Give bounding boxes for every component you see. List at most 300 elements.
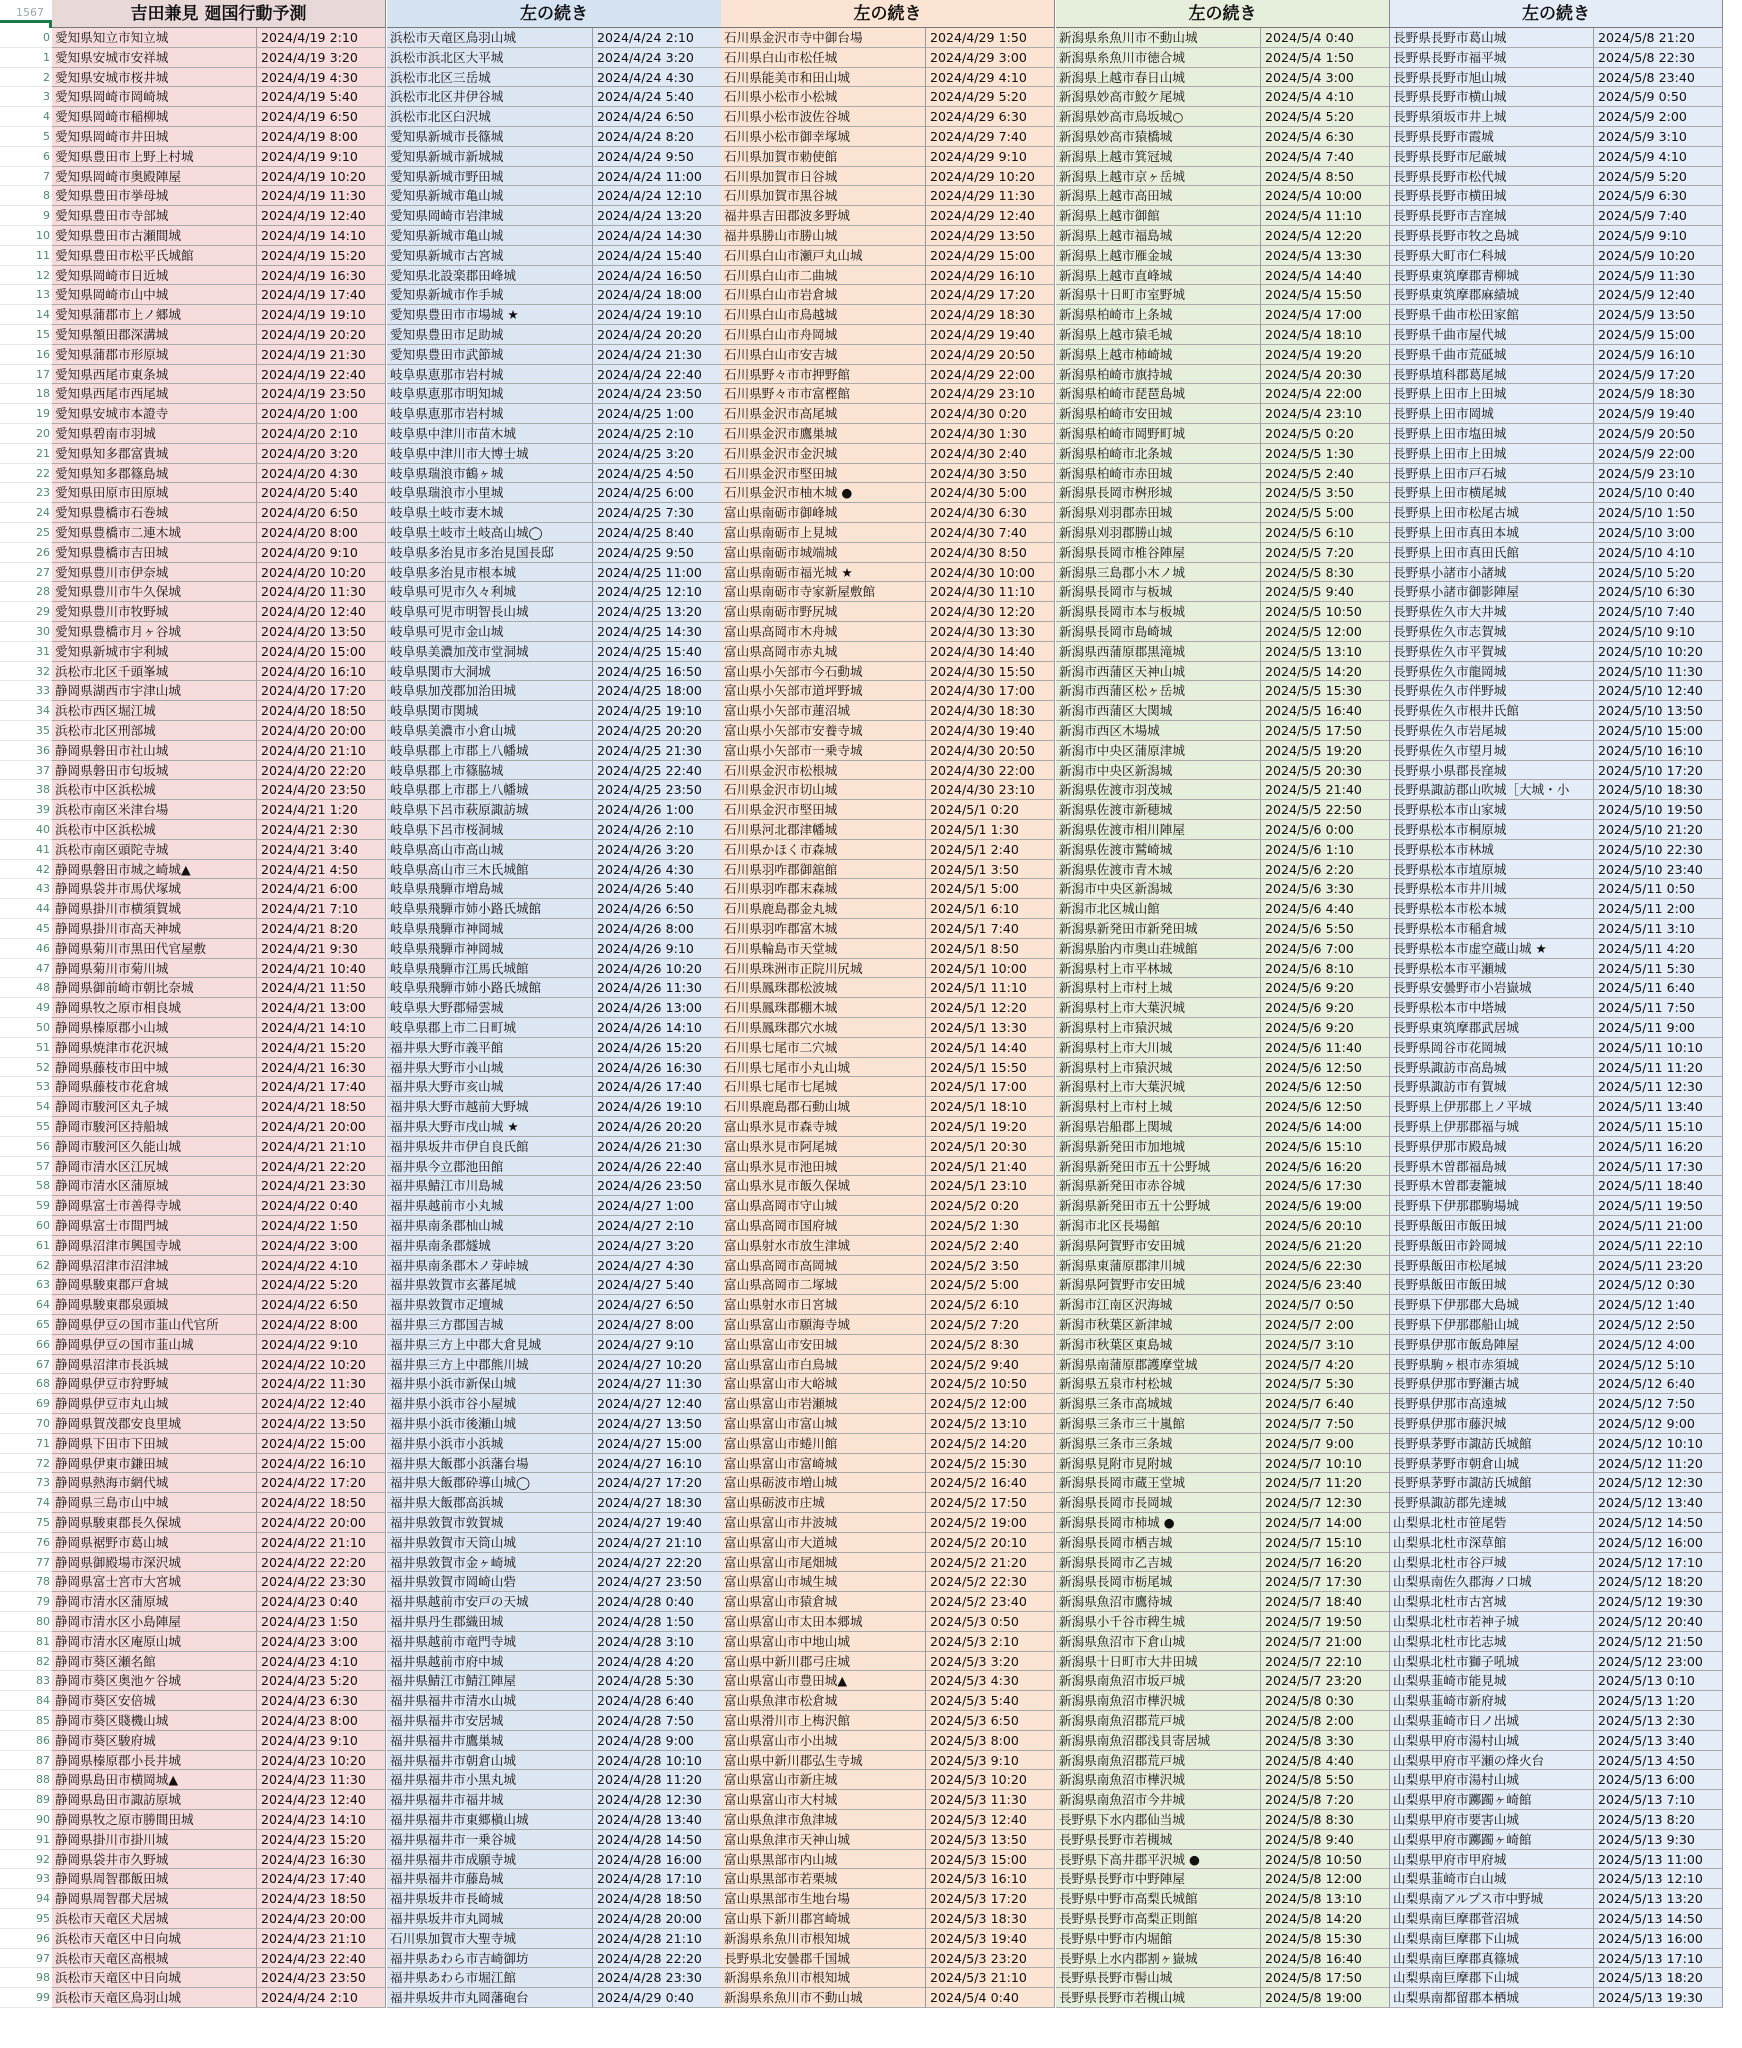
datetime-cell[interactable]: 2024/4/29 12:40	[926, 206, 1055, 226]
datetime-cell[interactable]: 2024/5/2 21:20	[926, 1553, 1055, 1573]
castle-name-cell[interactable]: 石川県金沢市金沢城	[721, 444, 926, 464]
datetime-cell[interactable]: 2024/4/30 18:30	[926, 701, 1055, 721]
castle-name-cell[interactable]: 山梨県韮崎市日ノ出城	[1390, 1711, 1594, 1731]
castle-name-cell[interactable]: 静岡県駿東郡長久保城	[52, 1513, 257, 1533]
datetime-cell[interactable]: 2024/4/20 20:00	[257, 721, 386, 741]
datetime-cell[interactable]: 2024/4/25 3:20	[593, 444, 722, 464]
castle-name-cell[interactable]: 新潟県糸魚川市徳合城	[1056, 48, 1261, 68]
datetime-cell[interactable]: 2024/4/28 20:00	[593, 1909, 722, 1929]
castle-name-cell[interactable]: 福井県大飯郡小浜藩台場	[387, 1454, 593, 1474]
castle-name-cell[interactable]: 愛知県額田郡深溝城	[52, 325, 257, 345]
castle-name-cell[interactable]: 新潟県村上市大川城	[1056, 1038, 1261, 1058]
datetime-cell[interactable]: 2024/5/2 5:00	[926, 1275, 1055, 1295]
castle-name-cell[interactable]: 静岡県沼津市興国寺城	[52, 1236, 257, 1256]
castle-name-cell[interactable]: 福井県小浜市後瀬山城	[387, 1414, 593, 1434]
castle-name-cell[interactable]: 長野県長野市高梨正則館	[1056, 1909, 1261, 1929]
castle-name-cell[interactable]: 岐阜県美濃加茂市堂洞城	[387, 642, 593, 662]
datetime-cell[interactable]: 2024/5/6 15:10	[1261, 1137, 1390, 1157]
datetime-cell[interactable]: 2024/4/27 17:20	[593, 1473, 722, 1493]
castle-name-cell[interactable]: 新潟県長岡市柿城 ●	[1056, 1513, 1261, 1533]
castle-name-cell[interactable]: 新潟県糸魚川市不動山城	[1056, 28, 1261, 48]
datetime-cell[interactable]: 2024/5/11 13:40	[1594, 1097, 1723, 1117]
datetime-cell[interactable]: 2024/4/30 17:00	[926, 681, 1055, 701]
datetime-cell[interactable]: 2024/5/10 13:50	[1594, 701, 1723, 721]
castle-name-cell[interactable]: 新潟県柏崎市北条城	[1056, 444, 1261, 464]
datetime-cell[interactable]: 2024/4/19 2:10	[257, 28, 386, 48]
datetime-cell[interactable]: 2024/4/20 18:50	[257, 701, 386, 721]
castle-name-cell[interactable]: 愛知県豊川市牧野城	[52, 602, 257, 622]
datetime-cell[interactable]: 2024/4/28 10:10	[593, 1751, 722, 1771]
castle-name-cell[interactable]: 福井県福井市小黒丸城	[387, 1770, 593, 1790]
castle-name-cell[interactable]: 山梨県韮崎市新府城	[1390, 1691, 1594, 1711]
datetime-cell[interactable]: 2024/5/11 9:00	[1594, 1018, 1723, 1038]
datetime-cell[interactable]: 2024/5/8 12:00	[1261, 1869, 1390, 1889]
datetime-cell[interactable]: 2024/5/6 16:20	[1261, 1157, 1390, 1177]
datetime-cell[interactable]: 2024/4/29 3:00	[926, 48, 1055, 68]
datetime-cell[interactable]: 2024/5/11 6:40	[1594, 978, 1723, 998]
castle-name-cell[interactable]: 浜松市天竜区中日向城	[52, 1929, 257, 1949]
castle-name-cell[interactable]: 福井県大野市小山城	[387, 1058, 593, 1078]
castle-name-cell[interactable]: 福井県越前市小丸城	[387, 1196, 593, 1216]
castle-name-cell[interactable]: 新潟県柏崎市上条城	[1056, 305, 1261, 325]
castle-name-cell[interactable]: 浜松市北区臼沢城	[387, 107, 593, 127]
castle-name-cell[interactable]: 長野県上水内郡割ヶ嶽城	[1056, 1949, 1261, 1969]
datetime-cell[interactable]: 2024/4/26 15:20	[593, 1038, 722, 1058]
datetime-cell[interactable]: 2024/5/4 0:40	[926, 1988, 1055, 2008]
castle-name-cell[interactable]: 石川県野々市市押野館	[721, 365, 926, 385]
castle-name-cell[interactable]: 富山県富山市富崎城	[721, 1454, 926, 1474]
datetime-cell[interactable]: 2024/5/3 19:40	[926, 1929, 1055, 1949]
datetime-cell[interactable]: 2024/5/1 6:10	[926, 899, 1055, 919]
castle-name-cell[interactable]: 富山県富山市太田本郷城	[721, 1612, 926, 1632]
castle-name-cell[interactable]: 浜松市天竜区中日向城	[52, 1968, 257, 1988]
datetime-cell[interactable]: 2024/5/2 15:30	[926, 1454, 1055, 1474]
datetime-cell[interactable]: 2024/5/12 23:00	[1594, 1652, 1723, 1672]
castle-name-cell[interactable]: 福井県坂井市丸岡藩砲台	[387, 1988, 593, 2008]
castle-name-cell[interactable]: 愛知県新城市亀山城	[387, 186, 593, 206]
datetime-cell[interactable]: 2024/4/23 21:10	[257, 1929, 386, 1949]
datetime-cell[interactable]: 2024/4/29 13:50	[926, 226, 1055, 246]
datetime-cell[interactable]: 2024/4/24 5:40	[593, 87, 722, 107]
castle-name-cell[interactable]: 石川県金沢市堅田城	[721, 464, 926, 484]
datetime-cell[interactable]: 2024/4/29 1:50	[926, 28, 1055, 48]
castle-name-cell[interactable]: 静岡県袋井市馬伏塚城	[52, 879, 257, 899]
datetime-cell[interactable]: 2024/4/21 13:00	[257, 998, 386, 1018]
castle-name-cell[interactable]: 浜松市北区井伊谷城	[387, 87, 593, 107]
castle-name-cell[interactable]: 岐阜県飛騨市姉小路氏城館	[387, 899, 593, 919]
datetime-cell[interactable]: 2024/4/27 18:30	[593, 1493, 722, 1513]
castle-name-cell[interactable]: 福井県小浜市小浜城	[387, 1434, 593, 1454]
datetime-cell[interactable]: 2024/5/2 23:40	[926, 1592, 1055, 1612]
datetime-cell[interactable]: 2024/5/12 13:40	[1594, 1493, 1723, 1513]
datetime-cell[interactable]: 2024/5/7 2:00	[1261, 1315, 1390, 1335]
datetime-cell[interactable]: 2024/5/4 6:30	[1261, 127, 1390, 147]
datetime-cell[interactable]: 2024/5/6 12:50	[1261, 1077, 1390, 1097]
castle-name-cell[interactable]: 福井県あわら市堀江館	[387, 1968, 593, 1988]
datetime-cell[interactable]: 2024/4/27 22:20	[593, 1553, 722, 1573]
datetime-cell[interactable]: 2024/4/23 9:10	[257, 1731, 386, 1751]
castle-name-cell[interactable]: 新潟県阿賀野市安田城	[1056, 1275, 1261, 1295]
castle-name-cell[interactable]: 静岡市葵区安倍城	[52, 1691, 257, 1711]
datetime-cell[interactable]: 2024/4/23 18:50	[257, 1889, 386, 1909]
castle-name-cell[interactable]: 長野県飯田市松尾城	[1390, 1256, 1594, 1276]
castle-name-cell[interactable]: 富山県魚津市松倉城	[721, 1691, 926, 1711]
datetime-cell[interactable]: 2024/4/30 19:40	[926, 721, 1055, 741]
datetime-cell[interactable]: 2024/5/10 21:20	[1594, 820, 1723, 840]
castle-name-cell[interactable]: 愛知県豊田市上野上村城	[52, 147, 257, 167]
castle-name-cell[interactable]: 静岡県掛川市高天神城	[52, 919, 257, 939]
castle-name-cell[interactable]: 福井県三方郡国吉城	[387, 1315, 593, 1335]
datetime-cell[interactable]: 2024/5/5 16:40	[1261, 701, 1390, 721]
datetime-cell[interactable]: 2024/5/6 9:20	[1261, 978, 1390, 998]
castle-name-cell[interactable]: 新潟県上越市京ヶ岳城	[1056, 167, 1261, 187]
datetime-cell[interactable]: 2024/4/30 22:00	[926, 761, 1055, 781]
castle-name-cell[interactable]: 長野県長野市若槻山城	[1056, 1988, 1261, 2008]
datetime-cell[interactable]: 2024/5/5 7:20	[1261, 543, 1390, 563]
datetime-cell[interactable]: 2024/4/25 12:10	[593, 582, 722, 602]
castle-name-cell[interactable]: 富山県南砺市上見城	[721, 523, 926, 543]
datetime-cell[interactable]: 2024/4/24 22:40	[593, 365, 722, 385]
datetime-cell[interactable]: 2024/5/10 7:40	[1594, 602, 1723, 622]
castle-name-cell[interactable]: 静岡市清水区庵原山城	[52, 1632, 257, 1652]
castle-name-cell[interactable]: 愛知県豊田市古瀬間城	[52, 226, 257, 246]
datetime-cell[interactable]: 2024/5/2 13:10	[926, 1414, 1055, 1434]
castle-name-cell[interactable]: 福井県小浜市谷小屋城	[387, 1394, 593, 1414]
datetime-cell[interactable]: 2024/4/19 4:30	[257, 68, 386, 88]
castle-name-cell[interactable]: 愛知県岡崎市山中城	[52, 285, 257, 305]
datetime-cell[interactable]: 2024/5/5 22:50	[1261, 800, 1390, 820]
castle-name-cell[interactable]: 石川県七尾市小丸山城	[721, 1058, 926, 1078]
datetime-cell[interactable]: 2024/4/25 8:40	[593, 523, 722, 543]
datetime-cell[interactable]: 2024/5/5 9:40	[1261, 582, 1390, 602]
datetime-cell[interactable]: 2024/5/13 12:10	[1594, 1869, 1723, 1889]
castle-name-cell[interactable]: 長野県下水内郡仙当城	[1056, 1810, 1261, 1830]
castle-name-cell[interactable]: 福井県今立郡池田館	[387, 1157, 593, 1177]
datetime-cell[interactable]: 2024/5/5 12:00	[1261, 622, 1390, 642]
castle-name-cell[interactable]: 福井県坂井市丸岡城	[387, 1909, 593, 1929]
datetime-cell[interactable]: 2024/4/29 23:10	[926, 384, 1055, 404]
datetime-cell[interactable]: 2024/4/19 19:10	[257, 305, 386, 325]
castle-name-cell[interactable]: 愛知県新城市野田城	[387, 167, 593, 187]
castle-name-cell[interactable]: 石川県河北郡津幡城	[721, 820, 926, 840]
castle-name-cell[interactable]: 富山県富山市願海寺城	[721, 1315, 926, 1335]
datetime-cell[interactable]: 2024/5/13 9:30	[1594, 1830, 1723, 1850]
castle-name-cell[interactable]: 石川県白山市二曲城	[721, 266, 926, 286]
datetime-cell[interactable]: 2024/4/29 7:40	[926, 127, 1055, 147]
datetime-cell[interactable]: 2024/5/4 8:50	[1261, 167, 1390, 187]
castle-name-cell[interactable]: 富山県富山市安田城	[721, 1335, 926, 1355]
datetime-cell[interactable]: 2024/5/7 16:20	[1261, 1553, 1390, 1573]
datetime-cell[interactable]: 2024/5/8 15:30	[1261, 1929, 1390, 1949]
castle-name-cell[interactable]: 長野県上田市岡城	[1390, 404, 1594, 424]
datetime-cell[interactable]: 2024/5/12 16:00	[1594, 1533, 1723, 1553]
castle-name-cell[interactable]: 山梨県韮崎市白山城	[1390, 1869, 1594, 1889]
castle-name-cell[interactable]: 静岡県袋井市久野城	[52, 1850, 257, 1870]
datetime-cell[interactable]: 2024/4/20 4:30	[257, 464, 386, 484]
datetime-cell[interactable]: 2024/4/21 11:50	[257, 978, 386, 998]
castle-name-cell[interactable]: 富山県黒部市生地台場	[721, 1889, 926, 1909]
datetime-cell[interactable]: 2024/4/26 9:10	[593, 939, 722, 959]
datetime-cell[interactable]: 2024/5/13 8:20	[1594, 1810, 1723, 1830]
datetime-cell[interactable]: 2024/5/1 14:40	[926, 1038, 1055, 1058]
datetime-cell[interactable]: 2024/4/26 8:00	[593, 919, 722, 939]
castle-name-cell[interactable]: 浜松市天竜区犬居城	[52, 1909, 257, 1929]
datetime-cell[interactable]: 2024/5/4 5:20	[1261, 107, 1390, 127]
castle-name-cell[interactable]: 長野県飯田市飯田城	[1390, 1216, 1594, 1236]
datetime-cell[interactable]: 2024/5/6 9:20	[1261, 998, 1390, 1018]
datetime-cell[interactable]: 2024/5/6 20:10	[1261, 1216, 1390, 1236]
datetime-cell[interactable]: 2024/4/23 1:50	[257, 1612, 386, 1632]
castle-name-cell[interactable]: 長野県松本市林城	[1390, 840, 1594, 860]
datetime-cell[interactable]: 2024/4/21 16:30	[257, 1058, 386, 1078]
datetime-cell[interactable]: 2024/4/30 20:50	[926, 741, 1055, 761]
castle-name-cell[interactable]: 静岡県駿東郡泉頭城	[52, 1295, 257, 1315]
castle-name-cell[interactable]: 岐阜県多治見市根本城	[387, 563, 593, 583]
castle-name-cell[interactable]: 愛知県豊橋市吉田城	[52, 543, 257, 563]
datetime-cell[interactable]: 2024/5/8 7:20	[1261, 1790, 1390, 1810]
castle-name-cell[interactable]: 富山県高岡市守山城	[721, 1196, 926, 1216]
datetime-cell[interactable]: 2024/5/12 6:40	[1594, 1374, 1723, 1394]
castle-name-cell[interactable]: 新潟県柏崎市岡野町城	[1056, 424, 1261, 444]
datetime-cell[interactable]: 2024/4/24 23:50	[593, 384, 722, 404]
castle-name-cell[interactable]: 富山県富山市城生城	[721, 1572, 926, 1592]
datetime-cell[interactable]: 2024/5/13 11:00	[1594, 1850, 1723, 1870]
castle-name-cell[interactable]: 愛知県新城市亀山城	[387, 226, 593, 246]
castle-name-cell[interactable]: 静岡市葵区瀬名館	[52, 1652, 257, 1672]
castle-name-cell[interactable]: 長野県佐久市大井城	[1390, 602, 1594, 622]
castle-name-cell[interactable]: 福井県福井市成願寺城	[387, 1850, 593, 1870]
castle-name-cell[interactable]: 石川県羽咋郡御舘館	[721, 860, 926, 880]
datetime-cell[interactable]: 2024/4/25 20:20	[593, 721, 722, 741]
castle-name-cell[interactable]: 山梨県北杜市比志城	[1390, 1632, 1594, 1652]
datetime-cell[interactable]: 2024/5/12 21:50	[1594, 1632, 1723, 1652]
datetime-cell[interactable]: 2024/4/21 20:00	[257, 1117, 386, 1137]
datetime-cell[interactable]: 2024/4/28 13:40	[593, 1810, 722, 1830]
castle-name-cell[interactable]: 富山県南砺市福光城 ★	[721, 563, 926, 583]
castle-name-cell[interactable]: 石川県金沢市松根城	[721, 761, 926, 781]
castle-name-cell[interactable]: 新潟県柏崎市琵琶島城	[1056, 384, 1261, 404]
datetime-cell[interactable]: 2024/5/1 23:10	[926, 1176, 1055, 1196]
castle-name-cell[interactable]: 静岡市駿河区久能山城	[52, 1137, 257, 1157]
datetime-cell[interactable]: 2024/5/7 19:50	[1261, 1612, 1390, 1632]
datetime-cell[interactable]: 2024/5/1 17:00	[926, 1077, 1055, 1097]
castle-name-cell[interactable]: 長野県東筑摩郡青柳城	[1390, 266, 1594, 286]
datetime-cell[interactable]: 2024/5/9 11:30	[1594, 266, 1723, 286]
castle-name-cell[interactable]: 静岡県榛原郡小山城	[52, 1018, 257, 1038]
datetime-cell[interactable]: 2024/5/4 0:40	[1261, 28, 1390, 48]
castle-name-cell[interactable]: 新潟県刈羽郡勝山城	[1056, 523, 1261, 543]
castle-name-cell[interactable]: 静岡県榛原郡小長井城	[52, 1751, 257, 1771]
datetime-cell[interactable]: 2024/4/28 6:40	[593, 1691, 722, 1711]
datetime-cell[interactable]: 2024/5/6 5:50	[1261, 919, 1390, 939]
castle-name-cell[interactable]: 長野県松本市虚空蔵山城 ★	[1390, 939, 1594, 959]
castle-name-cell[interactable]: 長野県千曲市屋代城	[1390, 325, 1594, 345]
datetime-cell[interactable]: 2024/5/9 4:10	[1594, 147, 1723, 167]
castle-name-cell[interactable]: 新潟県長岡市与板城	[1056, 582, 1261, 602]
datetime-cell[interactable]: 2024/5/9 12:40	[1594, 285, 1723, 305]
castle-name-cell[interactable]: 富山県砺波市庄城	[721, 1493, 926, 1513]
datetime-cell[interactable]: 2024/5/13 6:00	[1594, 1770, 1723, 1790]
castle-name-cell[interactable]: 岐阜県可児市明智長山城	[387, 602, 593, 622]
datetime-cell[interactable]: 2024/4/27 3:20	[593, 1236, 722, 1256]
castle-name-cell[interactable]: 石川県小松市波佐谷城	[721, 107, 926, 127]
datetime-cell[interactable]: 2024/5/13 14:50	[1594, 1909, 1723, 1929]
datetime-cell[interactable]: 2024/5/2 0:20	[926, 1196, 1055, 1216]
datetime-cell[interactable]: 2024/5/12 2:50	[1594, 1315, 1723, 1335]
datetime-cell[interactable]: 2024/5/5 14:20	[1261, 662, 1390, 682]
datetime-cell[interactable]: 2024/5/9 6:30	[1594, 186, 1723, 206]
castle-name-cell[interactable]: 岐阜県関市関城	[387, 701, 593, 721]
datetime-cell[interactable]: 2024/5/13 4:50	[1594, 1751, 1723, 1771]
castle-name-cell[interactable]: 浜松市天竜区鳥羽山城	[387, 28, 593, 48]
datetime-cell[interactable]: 2024/5/11 16:20	[1594, 1137, 1723, 1157]
castle-name-cell[interactable]: 山梨県北杜市谷戸城	[1390, 1553, 1594, 1573]
castle-name-cell[interactable]: 石川県能美市和田山城	[721, 68, 926, 88]
castle-name-cell[interactable]: 富山県氷見市阿尾城	[721, 1137, 926, 1157]
datetime-cell[interactable]: 2024/5/9 16:10	[1594, 345, 1723, 365]
castle-name-cell[interactable]: 福井県越前市竜門寺城	[387, 1632, 593, 1652]
datetime-cell[interactable]: 2024/5/8 4:40	[1261, 1751, 1390, 1771]
castle-name-cell[interactable]: 石川県かほく市森城	[721, 840, 926, 860]
castle-name-cell[interactable]: 長野県千曲市松田家館	[1390, 305, 1594, 325]
datetime-cell[interactable]: 2024/5/5 3:50	[1261, 483, 1390, 503]
datetime-cell[interactable]: 2024/5/4 12:20	[1261, 226, 1390, 246]
datetime-cell[interactable]: 2024/5/11 18:40	[1594, 1176, 1723, 1196]
castle-name-cell[interactable]: 長野県松本市松本城	[1390, 899, 1594, 919]
castle-name-cell[interactable]: 新潟市中央区新潟城	[1056, 761, 1261, 781]
castle-name-cell[interactable]: 新潟市西蒲区大関城	[1056, 701, 1261, 721]
datetime-cell[interactable]: 2024/5/10 23:40	[1594, 860, 1723, 880]
datetime-cell[interactable]: 2024/5/1 8:50	[926, 939, 1055, 959]
datetime-cell[interactable]: 2024/5/10 0:40	[1594, 483, 1723, 503]
datetime-cell[interactable]: 2024/4/25 7:30	[593, 503, 722, 523]
datetime-cell[interactable]: 2024/5/6 9:20	[1261, 1018, 1390, 1038]
datetime-cell[interactable]: 2024/5/3 10:20	[926, 1770, 1055, 1790]
datetime-cell[interactable]: 2024/4/23 20:00	[257, 1909, 386, 1929]
castle-name-cell[interactable]: 愛知県豊橋市月ヶ谷城	[52, 622, 257, 642]
datetime-cell[interactable]: 2024/5/7 5:30	[1261, 1374, 1390, 1394]
datetime-cell[interactable]: 2024/5/6 21:20	[1261, 1236, 1390, 1256]
datetime-cell[interactable]: 2024/5/4 18:10	[1261, 325, 1390, 345]
castle-name-cell[interactable]: 石川県珠洲市正院川尻城	[721, 959, 926, 979]
castle-name-cell[interactable]: 長野県佐久市岩尾城	[1390, 721, 1594, 741]
castle-name-cell[interactable]: 福井県福井市鷹巣城	[387, 1731, 593, 1751]
castle-name-cell[interactable]: 福井県三方上中郡大倉見城	[387, 1335, 593, 1355]
castle-name-cell[interactable]: 愛知県知多郡富貴城	[52, 444, 257, 464]
datetime-cell[interactable]: 2024/4/21 4:50	[257, 860, 386, 880]
datetime-cell[interactable]: 2024/5/12 19:30	[1594, 1592, 1723, 1612]
castle-name-cell[interactable]: 山梨県南都留郡本栖城	[1390, 1988, 1594, 2008]
datetime-cell[interactable]: 2024/5/8 8:30	[1261, 1810, 1390, 1830]
datetime-cell[interactable]: 2024/4/23 17:40	[257, 1869, 386, 1889]
castle-name-cell[interactable]: 新潟県佐渡市鷲崎城	[1056, 840, 1261, 860]
datetime-cell[interactable]: 2024/5/1 0:20	[926, 800, 1055, 820]
castle-name-cell[interactable]: 富山県黒部市若栗城	[721, 1869, 926, 1889]
datetime-cell[interactable]: 2024/5/8 0:30	[1261, 1691, 1390, 1711]
castle-name-cell[interactable]: 新潟県村上市大葉沢城	[1056, 1077, 1261, 1097]
castle-name-cell[interactable]: 長野県長野市霞城	[1390, 127, 1594, 147]
datetime-cell[interactable]: 2024/5/10 1:50	[1594, 503, 1723, 523]
datetime-cell[interactable]: 2024/4/26 19:10	[593, 1097, 722, 1117]
datetime-cell[interactable]: 2024/4/26 2:10	[593, 820, 722, 840]
datetime-cell[interactable]: 2024/5/2 12:00	[926, 1394, 1055, 1414]
datetime-cell[interactable]: 2024/5/10 15:00	[1594, 721, 1723, 741]
castle-name-cell[interactable]: 石川県金沢市高尾城	[721, 404, 926, 424]
datetime-cell[interactable]: 2024/5/2 19:00	[926, 1513, 1055, 1533]
castle-name-cell[interactable]: 新潟県糸魚川市根知城	[721, 1929, 926, 1949]
castle-name-cell[interactable]: 石川県金沢市切山城	[721, 780, 926, 800]
datetime-cell[interactable]: 2024/5/11 11:20	[1594, 1058, 1723, 1078]
castle-name-cell[interactable]: 山梨県甲府市躑躅ヶ崎館	[1390, 1830, 1594, 1850]
castle-name-cell[interactable]: 新潟県南魚沼市樺沢城	[1056, 1770, 1261, 1790]
castle-name-cell[interactable]: 福井県坂井市長崎城	[387, 1889, 593, 1909]
datetime-cell[interactable]: 2024/4/25 11:00	[593, 563, 722, 583]
castle-name-cell[interactable]: 静岡県伊豆市狩野城	[52, 1374, 257, 1394]
castle-name-cell[interactable]: 富山県射水市放生津城	[721, 1236, 926, 1256]
castle-name-cell[interactable]: 長野県佐久市伴野城	[1390, 681, 1594, 701]
datetime-cell[interactable]: 2024/5/12 5:10	[1594, 1355, 1723, 1375]
datetime-cell[interactable]: 2024/5/1 11:10	[926, 978, 1055, 998]
datetime-cell[interactable]: 2024/5/4 10:00	[1261, 186, 1390, 206]
castle-name-cell[interactable]: 静岡市清水区江尻城	[52, 1157, 257, 1177]
castle-name-cell[interactable]: 福井県敦賀市天筒山城	[387, 1533, 593, 1553]
datetime-cell[interactable]: 2024/4/25 13:20	[593, 602, 722, 622]
castle-name-cell[interactable]: 福井県越前市安戸の天城	[387, 1592, 593, 1612]
datetime-cell[interactable]: 2024/5/3 21:10	[926, 1968, 1055, 1988]
datetime-cell[interactable]: 2024/4/22 17:20	[257, 1473, 386, 1493]
castle-name-cell[interactable]: 福井県福井市一乗谷城	[387, 1830, 593, 1850]
castle-name-cell[interactable]: 新潟市西蒲区天神山城	[1056, 662, 1261, 682]
castle-name-cell[interactable]: 長野県上田市横尾城	[1390, 483, 1594, 503]
datetime-cell[interactable]: 2024/5/4 11:10	[1261, 206, 1390, 226]
castle-name-cell[interactable]: 石川県羽咋郡富木城	[721, 919, 926, 939]
castle-name-cell[interactable]: 長野県伊那市殿島城	[1390, 1137, 1594, 1157]
castle-name-cell[interactable]: 石川県野々市市富樫館	[721, 384, 926, 404]
castle-name-cell[interactable]: 富山県射水市日宮城	[721, 1295, 926, 1315]
castle-name-cell[interactable]: 長野県長野市福平城	[1390, 48, 1594, 68]
castle-name-cell[interactable]: 山梨県甲府市平瀬の烽火台	[1390, 1751, 1594, 1771]
datetime-cell[interactable]: 2024/5/9 17:20	[1594, 365, 1723, 385]
datetime-cell[interactable]: 2024/4/19 8:00	[257, 127, 386, 147]
castle-name-cell[interactable]: 石川県白山市松任城	[721, 48, 926, 68]
datetime-cell[interactable]: 2024/4/22 22:20	[257, 1553, 386, 1573]
datetime-cell[interactable]: 2024/5/6 12:50	[1261, 1097, 1390, 1117]
datetime-cell[interactable]: 2024/5/4 19:20	[1261, 345, 1390, 365]
castle-name-cell[interactable]: 山梨県南巨摩郡真篠城	[1390, 1949, 1594, 1969]
castle-name-cell[interactable]: 新潟県新発田市五十公野城	[1056, 1157, 1261, 1177]
castle-name-cell[interactable]: 福井県大野市義平館	[387, 1038, 593, 1058]
datetime-cell[interactable]: 2024/4/27 4:30	[593, 1256, 722, 1276]
datetime-cell[interactable]: 2024/5/1 3:50	[926, 860, 1055, 880]
datetime-cell[interactable]: 2024/5/12 12:30	[1594, 1473, 1723, 1493]
datetime-cell[interactable]: 2024/4/28 16:00	[593, 1850, 722, 1870]
castle-name-cell[interactable]: 岐阜県飛騨市江馬氏城館	[387, 959, 593, 979]
castle-name-cell[interactable]: 長野県茅野市諏訪氏城館	[1390, 1434, 1594, 1454]
castle-name-cell[interactable]: 長野県諏訪市高島城	[1390, 1058, 1594, 1078]
datetime-cell[interactable]: 2024/4/24 9:50	[593, 147, 722, 167]
datetime-cell[interactable]: 2024/4/22 11:30	[257, 1374, 386, 1394]
castle-name-cell[interactable]: 新潟県村上市村上城	[1056, 1097, 1261, 1117]
datetime-cell[interactable]: 2024/4/29 16:10	[926, 266, 1055, 286]
castle-name-cell[interactable]: 岐阜県可児市久々利城	[387, 582, 593, 602]
datetime-cell[interactable]: 2024/4/30 12:20	[926, 602, 1055, 622]
datetime-cell[interactable]: 2024/4/27 11:30	[593, 1374, 722, 1394]
datetime-cell[interactable]: 2024/4/20 23:50	[257, 780, 386, 800]
datetime-cell[interactable]: 2024/5/10 5:20	[1594, 563, 1723, 583]
castle-name-cell[interactable]: 福井県鯖江市鯖江陣屋	[387, 1671, 593, 1691]
datetime-cell[interactable]: 2024/4/21 18:50	[257, 1097, 386, 1117]
castle-name-cell[interactable]: 新潟市中央区蒲原津城	[1056, 741, 1261, 761]
